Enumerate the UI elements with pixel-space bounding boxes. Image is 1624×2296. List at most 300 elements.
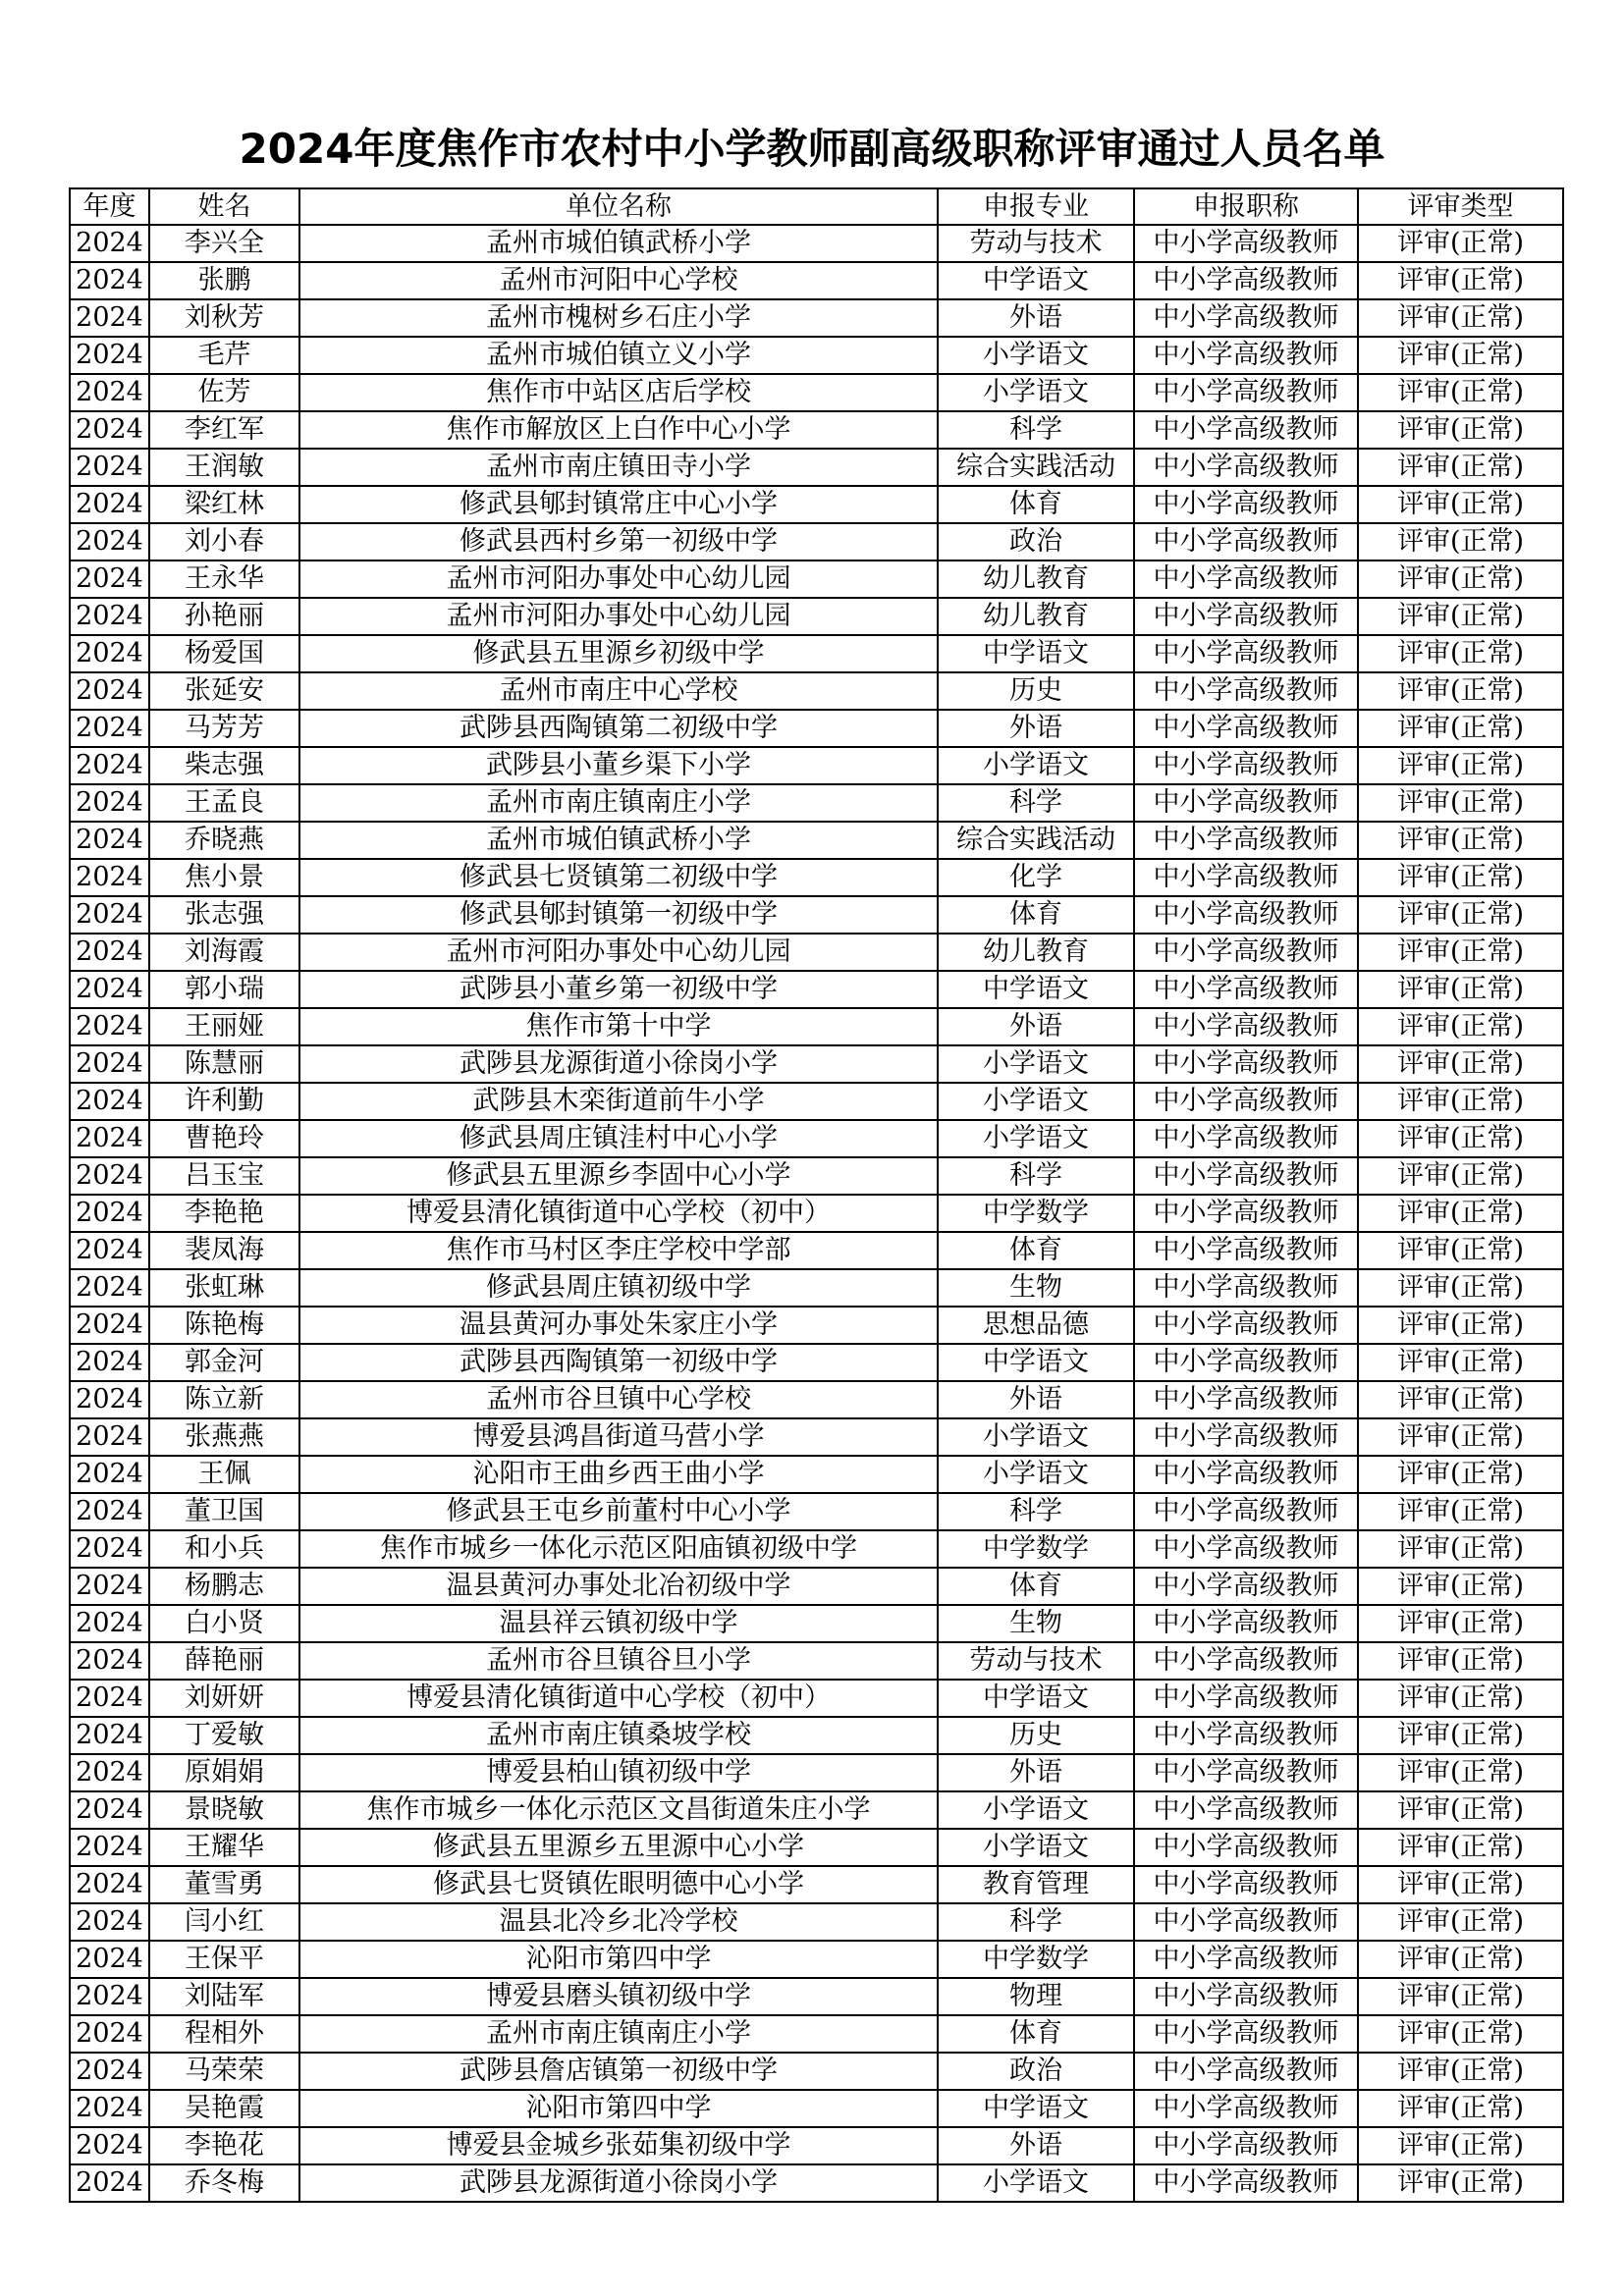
cell-major: 体育 xyxy=(938,2015,1134,2053)
cell-year: 2024 xyxy=(70,449,149,486)
table-row xyxy=(70,747,1563,784)
table-row xyxy=(70,1791,1563,1829)
cell-name: 刘陆军 xyxy=(149,1978,299,2015)
cell-review-type: 评审(正常) xyxy=(1358,225,1563,262)
cell-title: 中小学高级教师 xyxy=(1134,1791,1358,1829)
cell-year: 2024 xyxy=(70,598,149,635)
cell-unit: 沁阳市王曲乡西王曲小学 xyxy=(299,1456,938,1493)
cell-title: 中小学高级教师 xyxy=(1134,1530,1358,1568)
cell-title: 中小学高级教师 xyxy=(1134,2090,1358,2127)
cell-name: 张志强 xyxy=(149,896,299,934)
cell-name: 陈立新 xyxy=(149,1381,299,1418)
cell-year: 2024 xyxy=(70,1381,149,1418)
table-row xyxy=(70,1418,1563,1456)
table-row xyxy=(70,934,1563,971)
cell-review-type: 评审(正常) xyxy=(1358,1642,1563,1680)
cell-title: 中小学高级教师 xyxy=(1134,635,1358,672)
cell-major: 中学数学 xyxy=(938,1530,1134,1568)
cell-review-type: 评审(正常) xyxy=(1358,2090,1563,2127)
cell-title: 中小学高级教师 xyxy=(1134,374,1358,411)
cell-review-type: 评审(正常) xyxy=(1358,1381,1563,1418)
cell-major: 中学语文 xyxy=(938,262,1134,299)
cell-name: 刘小春 xyxy=(149,523,299,561)
table-row xyxy=(70,1232,1563,1269)
table-row xyxy=(70,561,1563,598)
table-row xyxy=(70,859,1563,896)
cell-year: 2024 xyxy=(70,1978,149,2015)
cell-unit: 孟州市河阳办事处中心幼儿园 xyxy=(299,598,938,635)
cell-major: 科学 xyxy=(938,1157,1134,1195)
cell-title: 中小学高级教师 xyxy=(1134,784,1358,822)
table-row xyxy=(70,1120,1563,1157)
cell-unit: 孟州市南庄镇南庄小学 xyxy=(299,784,938,822)
cell-unit: 博爱县清化镇街道中心学校（初中） xyxy=(299,1680,938,1717)
cell-title: 中小学高级教师 xyxy=(1134,1157,1358,1195)
cell-name: 丁爱敏 xyxy=(149,1717,299,1754)
cell-major: 体育 xyxy=(938,1232,1134,1269)
cell-name: 闫小红 xyxy=(149,1903,299,1941)
table-row xyxy=(70,449,1563,486)
cell-year: 2024 xyxy=(70,1717,149,1754)
cell-unit: 武陟县西陶镇第一初级中学 xyxy=(299,1344,938,1381)
cell-title: 中小学高级教师 xyxy=(1134,1605,1358,1642)
cell-name: 李兴全 xyxy=(149,225,299,262)
cell-name: 董卫国 xyxy=(149,1493,299,1530)
cell-review-type: 评审(正常) xyxy=(1358,561,1563,598)
cell-major: 生物 xyxy=(938,1605,1134,1642)
table-row xyxy=(70,2053,1563,2090)
cell-unit: 修武县郇封镇常庄中心小学 xyxy=(299,486,938,523)
table-row xyxy=(70,2090,1563,2127)
cell-year: 2024 xyxy=(70,2127,149,2164)
cell-name: 张燕燕 xyxy=(149,1418,299,1456)
cell-title: 中小学高级教师 xyxy=(1134,822,1358,859)
cell-review-type: 评审(正常) xyxy=(1358,1530,1563,1568)
cell-title: 中小学高级教师 xyxy=(1134,561,1358,598)
cell-year: 2024 xyxy=(70,1680,149,1717)
cell-review-type: 评审(正常) xyxy=(1358,822,1563,859)
cell-unit: 温县黄河办事处朱家庄小学 xyxy=(299,1307,938,1344)
cell-year: 2024 xyxy=(70,1008,149,1045)
cell-unit: 孟州市河阳中心学校 xyxy=(299,262,938,299)
cell-review-type: 评审(正常) xyxy=(1358,1045,1563,1083)
cell-title: 中小学高级教师 xyxy=(1134,598,1358,635)
cell-unit: 修武县周庄镇初级中学 xyxy=(299,1269,938,1307)
table-row xyxy=(70,1456,1563,1493)
cell-title: 中小学高级教师 xyxy=(1134,1642,1358,1680)
table-row xyxy=(70,1680,1563,1717)
cell-major: 劳动与技术 xyxy=(938,1642,1134,1680)
cell-unit: 孟州市南庄中心学校 xyxy=(299,672,938,710)
cell-unit: 修武县五里源乡初级中学 xyxy=(299,635,938,672)
cell-year: 2024 xyxy=(70,672,149,710)
cell-title: 中小学高级教师 xyxy=(1134,262,1358,299)
cell-review-type: 评审(正常) xyxy=(1358,672,1563,710)
cell-review-type: 评审(正常) xyxy=(1358,2015,1563,2053)
header-review-type: 评审类型 xyxy=(1358,188,1563,225)
cell-title: 中小学高级教师 xyxy=(1134,449,1358,486)
cell-name: 孙艳丽 xyxy=(149,598,299,635)
cell-major: 小学语文 xyxy=(938,1120,1134,1157)
cell-year: 2024 xyxy=(70,486,149,523)
cell-title: 中小学高级教师 xyxy=(1134,1568,1358,1605)
cell-title: 中小学高级教师 xyxy=(1134,2053,1358,2090)
cell-name: 马芳芳 xyxy=(149,710,299,747)
cell-title: 中小学高级教师 xyxy=(1134,859,1358,896)
cell-name: 刘海霞 xyxy=(149,934,299,971)
cell-name: 薛艳丽 xyxy=(149,1642,299,1680)
table-row xyxy=(70,1754,1563,1791)
cell-unit: 修武县七贤镇佐眼明德中心小学 xyxy=(299,1866,938,1903)
cell-year: 2024 xyxy=(70,262,149,299)
cell-review-type: 评审(正常) xyxy=(1358,411,1563,449)
cell-review-type: 评审(正常) xyxy=(1358,262,1563,299)
cell-review-type: 评审(正常) xyxy=(1358,299,1563,337)
cell-unit: 孟州市城伯镇立义小学 xyxy=(299,337,938,374)
cell-name: 陈艳梅 xyxy=(149,1307,299,1344)
cell-major: 小学语文 xyxy=(938,1829,1134,1866)
cell-major: 综合实践活动 xyxy=(938,822,1134,859)
cell-major: 体育 xyxy=(938,486,1134,523)
cell-title: 中小学高级教师 xyxy=(1134,1195,1358,1232)
cell-unit: 孟州市城伯镇武桥小学 xyxy=(299,822,938,859)
cell-name: 毛芹 xyxy=(149,337,299,374)
cell-review-type: 评审(正常) xyxy=(1358,523,1563,561)
cell-unit: 焦作市马村区李庄学校中学部 xyxy=(299,1232,938,1269)
page-title: 2024年度焦作市农村中小学教师副高级职称评审通过人员名单 xyxy=(239,125,1385,173)
table-row xyxy=(70,672,1563,710)
cell-name: 乔冬梅 xyxy=(149,2164,299,2202)
table-row xyxy=(70,225,1563,262)
cell-name: 乔晓燕 xyxy=(149,822,299,859)
cell-name: 王丽娅 xyxy=(149,1008,299,1045)
cell-year: 2024 xyxy=(70,1195,149,1232)
roster-table xyxy=(69,187,1564,2203)
cell-major: 小学语文 xyxy=(938,1418,1134,1456)
cell-major: 劳动与技术 xyxy=(938,225,1134,262)
table-row xyxy=(70,784,1563,822)
cell-major: 生物 xyxy=(938,1269,1134,1307)
table-row xyxy=(70,1829,1563,1866)
cell-title: 中小学高级教师 xyxy=(1134,2015,1358,2053)
cell-unit: 焦作市解放区上白作中心小学 xyxy=(299,411,938,449)
table-row xyxy=(70,1083,1563,1120)
cell-review-type: 评审(正常) xyxy=(1358,1269,1563,1307)
table-row xyxy=(70,2127,1563,2164)
cell-name: 郭小瑞 xyxy=(149,971,299,1008)
cell-name: 李艳艳 xyxy=(149,1195,299,1232)
table-row xyxy=(70,1008,1563,1045)
cell-name: 原娟娟 xyxy=(149,1754,299,1791)
cell-major: 体育 xyxy=(938,896,1134,934)
cell-unit: 修武县五里源乡五里源中心小学 xyxy=(299,1829,938,1866)
cell-review-type: 评审(正常) xyxy=(1358,1866,1563,1903)
table-row xyxy=(70,1941,1563,1978)
cell-name: 景晓敏 xyxy=(149,1791,299,1829)
cell-unit: 博爱县柏山镇初级中学 xyxy=(299,1754,938,1791)
cell-name: 许利勤 xyxy=(149,1083,299,1120)
header-unit: 单位名称 xyxy=(299,188,938,225)
cell-name: 王保平 xyxy=(149,1941,299,1978)
cell-review-type: 评审(正常) xyxy=(1358,635,1563,672)
cell-review-type: 评审(正常) xyxy=(1358,1680,1563,1717)
cell-year: 2024 xyxy=(70,896,149,934)
cell-name: 李艳花 xyxy=(149,2127,299,2164)
cell-unit: 博爱县清化镇街道中心学校（初中） xyxy=(299,1195,938,1232)
cell-major: 外语 xyxy=(938,1754,1134,1791)
cell-year: 2024 xyxy=(70,1045,149,1083)
cell-review-type: 评审(正常) xyxy=(1358,710,1563,747)
table-row xyxy=(70,1903,1563,1941)
cell-year: 2024 xyxy=(70,2090,149,2127)
cell-year: 2024 xyxy=(70,2164,149,2202)
cell-major: 小学语文 xyxy=(938,1456,1134,1493)
cell-unit: 武陟县龙源街道小徐岗小学 xyxy=(299,1045,938,1083)
cell-year: 2024 xyxy=(70,1568,149,1605)
cell-unit: 沁阳市第四中学 xyxy=(299,1941,938,1978)
cell-major: 外语 xyxy=(938,299,1134,337)
cell-title: 中小学高级教师 xyxy=(1134,1978,1358,2015)
cell-title: 中小学高级教师 xyxy=(1134,1680,1358,1717)
cell-name: 董雪勇 xyxy=(149,1866,299,1903)
cell-title: 中小学高级教师 xyxy=(1134,1941,1358,1978)
cell-title: 中小学高级教师 xyxy=(1134,1269,1358,1307)
table-row xyxy=(70,299,1563,337)
cell-unit: 孟州市谷旦镇谷旦小学 xyxy=(299,1642,938,1680)
cell-title: 中小学高级教师 xyxy=(1134,1083,1358,1120)
cell-major: 思想品德 xyxy=(938,1307,1134,1344)
cell-unit: 焦作市中站区店后学校 xyxy=(299,374,938,411)
cell-name: 郭金河 xyxy=(149,1344,299,1381)
cell-title: 中小学高级教师 xyxy=(1134,971,1358,1008)
cell-unit: 武陟县小董乡第一初级中学 xyxy=(299,971,938,1008)
table-row xyxy=(70,411,1563,449)
cell-unit: 孟州市谷旦镇中心学校 xyxy=(299,1381,938,1418)
cell-year: 2024 xyxy=(70,299,149,337)
cell-review-type: 评审(正常) xyxy=(1358,1157,1563,1195)
cell-title: 中小学高级教师 xyxy=(1134,1120,1358,1157)
cell-major: 中学语文 xyxy=(938,971,1134,1008)
cell-major: 科学 xyxy=(938,1493,1134,1530)
cell-unit: 武陟县龙源街道小徐岗小学 xyxy=(299,2164,938,2202)
table-row xyxy=(70,635,1563,672)
cell-name: 梁红林 xyxy=(149,486,299,523)
cell-unit: 武陟县木栾街道前牛小学 xyxy=(299,1083,938,1120)
cell-year: 2024 xyxy=(70,1120,149,1157)
cell-review-type: 评审(正常) xyxy=(1358,896,1563,934)
cell-review-type: 评审(正常) xyxy=(1358,934,1563,971)
cell-unit: 博爱县金城乡张茹集初级中学 xyxy=(299,2127,938,2164)
cell-unit: 孟州市南庄镇田寺小学 xyxy=(299,449,938,486)
cell-major: 政治 xyxy=(938,2053,1134,2090)
table-row xyxy=(70,1045,1563,1083)
cell-year: 2024 xyxy=(70,1754,149,1791)
cell-title: 中小学高级教师 xyxy=(1134,672,1358,710)
table-row xyxy=(70,523,1563,561)
cell-name: 吕玉宝 xyxy=(149,1157,299,1195)
cell-unit: 博爱县鸿昌街道马营小学 xyxy=(299,1418,938,1456)
cell-title: 中小学高级教师 xyxy=(1134,747,1358,784)
cell-unit: 温县黄河办事处北冶初级中学 xyxy=(299,1568,938,1605)
cell-major: 中学语文 xyxy=(938,635,1134,672)
cell-major: 小学语文 xyxy=(938,337,1134,374)
cell-year: 2024 xyxy=(70,2015,149,2053)
cell-review-type: 评审(正常) xyxy=(1358,374,1563,411)
cell-review-type: 评审(正常) xyxy=(1358,1754,1563,1791)
table-body xyxy=(70,225,1563,2202)
cell-unit: 修武县郇封镇第一初级中学 xyxy=(299,896,938,934)
table-row xyxy=(70,2164,1563,2202)
cell-year: 2024 xyxy=(70,1157,149,1195)
table-row xyxy=(70,1568,1563,1605)
cell-title: 中小学高级教师 xyxy=(1134,299,1358,337)
cell-review-type: 评审(正常) xyxy=(1358,1008,1563,1045)
table-row xyxy=(70,598,1563,635)
cell-review-type: 评审(正常) xyxy=(1358,1418,1563,1456)
cell-year: 2024 xyxy=(70,1791,149,1829)
cell-title: 中小学高级教师 xyxy=(1134,1381,1358,1418)
table-row xyxy=(70,2015,1563,2053)
cell-title: 中小学高级教师 xyxy=(1134,1344,1358,1381)
cell-year: 2024 xyxy=(70,1642,149,1680)
cell-major: 中学语文 xyxy=(938,1344,1134,1381)
cell-review-type: 评审(正常) xyxy=(1358,1903,1563,1941)
cell-title: 中小学高级教师 xyxy=(1134,1866,1358,1903)
cell-review-type: 评审(正常) xyxy=(1358,486,1563,523)
cell-unit: 武陟县詹店镇第一初级中学 xyxy=(299,2053,938,2090)
table-row xyxy=(70,1493,1563,1530)
cell-unit: 焦作市第十中学 xyxy=(299,1008,938,1045)
cell-title: 中小学高级教师 xyxy=(1134,2127,1358,2164)
cell-major: 物理 xyxy=(938,1978,1134,2015)
cell-title: 中小学高级教师 xyxy=(1134,1829,1358,1866)
cell-title: 中小学高级教师 xyxy=(1134,1008,1358,1045)
cell-year: 2024 xyxy=(70,337,149,374)
table-row xyxy=(70,374,1563,411)
cell-year: 2024 xyxy=(70,1605,149,1642)
cell-year: 2024 xyxy=(70,822,149,859)
table-row xyxy=(70,1605,1563,1642)
cell-major: 科学 xyxy=(938,1903,1134,1941)
cell-title: 中小学高级教师 xyxy=(1134,934,1358,971)
cell-unit: 修武县五里源乡李固中心小学 xyxy=(299,1157,938,1195)
cell-year: 2024 xyxy=(70,784,149,822)
cell-major: 中学数学 xyxy=(938,1195,1134,1232)
cell-major: 外语 xyxy=(938,710,1134,747)
cell-year: 2024 xyxy=(70,561,149,598)
cell-unit: 孟州市河阳办事处中心幼儿园 xyxy=(299,561,938,598)
cell-year: 2024 xyxy=(70,1344,149,1381)
cell-review-type: 评审(正常) xyxy=(1358,1083,1563,1120)
cell-name: 白小贤 xyxy=(149,1605,299,1642)
cell-name: 佐芳 xyxy=(149,374,299,411)
cell-name: 张延安 xyxy=(149,672,299,710)
cell-review-type: 评审(正常) xyxy=(1358,337,1563,374)
cell-review-type: 评审(正常) xyxy=(1358,2127,1563,2164)
cell-major: 中学语文 xyxy=(938,2090,1134,2127)
cell-review-type: 评审(正常) xyxy=(1358,449,1563,486)
cell-major: 教育管理 xyxy=(938,1866,1134,1903)
table-row xyxy=(70,337,1563,374)
cell-title: 中小学高级教师 xyxy=(1134,1493,1358,1530)
cell-name: 裴凤海 xyxy=(149,1232,299,1269)
cell-name: 张鹏 xyxy=(149,262,299,299)
cell-unit: 孟州市城伯镇武桥小学 xyxy=(299,225,938,262)
cell-major: 幼儿教育 xyxy=(938,598,1134,635)
cell-review-type: 评审(正常) xyxy=(1358,1493,1563,1530)
cell-title: 中小学高级教师 xyxy=(1134,710,1358,747)
cell-unit: 武陟县西陶镇第二初级中学 xyxy=(299,710,938,747)
cell-name: 王孟良 xyxy=(149,784,299,822)
cell-major: 小学语文 xyxy=(938,1791,1134,1829)
table-row xyxy=(70,1978,1563,2015)
cell-name: 刘秋芳 xyxy=(149,299,299,337)
cell-review-type: 评审(正常) xyxy=(1358,2164,1563,2202)
cell-title: 中小学高级教师 xyxy=(1134,1717,1358,1754)
table-row xyxy=(70,1157,1563,1195)
cell-title: 中小学高级教师 xyxy=(1134,1456,1358,1493)
cell-year: 2024 xyxy=(70,1493,149,1530)
cell-name: 杨鹏志 xyxy=(149,1568,299,1605)
cell-name: 王耀华 xyxy=(149,1829,299,1866)
header-major: 申报专业 xyxy=(938,188,1134,225)
cell-major: 体育 xyxy=(938,1568,1134,1605)
cell-review-type: 评审(正常) xyxy=(1358,1568,1563,1605)
cell-year: 2024 xyxy=(70,1083,149,1120)
cell-major: 幼儿教育 xyxy=(938,561,1134,598)
cell-major: 历史 xyxy=(938,1717,1134,1754)
table-row xyxy=(70,822,1563,859)
cell-title: 中小学高级教师 xyxy=(1134,225,1358,262)
cell-review-type: 评审(正常) xyxy=(1358,1717,1563,1754)
cell-year: 2024 xyxy=(70,934,149,971)
cell-title: 中小学高级教师 xyxy=(1134,1903,1358,1941)
cell-year: 2024 xyxy=(70,1903,149,1941)
table-row xyxy=(70,971,1563,1008)
cell-name: 张虹琳 xyxy=(149,1269,299,1307)
cell-unit: 孟州市槐树乡石庄小学 xyxy=(299,299,938,337)
cell-year: 2024 xyxy=(70,971,149,1008)
cell-title: 中小学高级教师 xyxy=(1134,2164,1358,2202)
cell-major: 历史 xyxy=(938,672,1134,710)
cell-major: 综合实践活动 xyxy=(938,449,1134,486)
cell-major: 外语 xyxy=(938,2127,1134,2164)
cell-title: 中小学高级教师 xyxy=(1134,1418,1358,1456)
cell-review-type: 评审(正常) xyxy=(1358,971,1563,1008)
cell-review-type: 评审(正常) xyxy=(1358,1829,1563,1866)
cell-major: 科学 xyxy=(938,411,1134,449)
table-row xyxy=(70,262,1563,299)
cell-year: 2024 xyxy=(70,1307,149,1344)
cell-year: 2024 xyxy=(70,1941,149,1978)
cell-year: 2024 xyxy=(70,859,149,896)
cell-review-type: 评审(正常) xyxy=(1358,1791,1563,1829)
cell-major: 科学 xyxy=(938,784,1134,822)
cell-review-type: 评审(正常) xyxy=(1358,2053,1563,2090)
cell-unit: 修武县西村乡第一初级中学 xyxy=(299,523,938,561)
cell-review-type: 评审(正常) xyxy=(1358,859,1563,896)
cell-year: 2024 xyxy=(70,374,149,411)
cell-name: 杨爱国 xyxy=(149,635,299,672)
cell-review-type: 评审(正常) xyxy=(1358,1605,1563,1642)
cell-unit: 孟州市南庄镇桑坡学校 xyxy=(299,1717,938,1754)
cell-title: 中小学高级教师 xyxy=(1134,896,1358,934)
cell-name: 李红军 xyxy=(149,411,299,449)
cell-title: 中小学高级教师 xyxy=(1134,1232,1358,1269)
cell-year: 2024 xyxy=(70,2053,149,2090)
table-row xyxy=(70,1195,1563,1232)
table-row xyxy=(70,1344,1563,1381)
